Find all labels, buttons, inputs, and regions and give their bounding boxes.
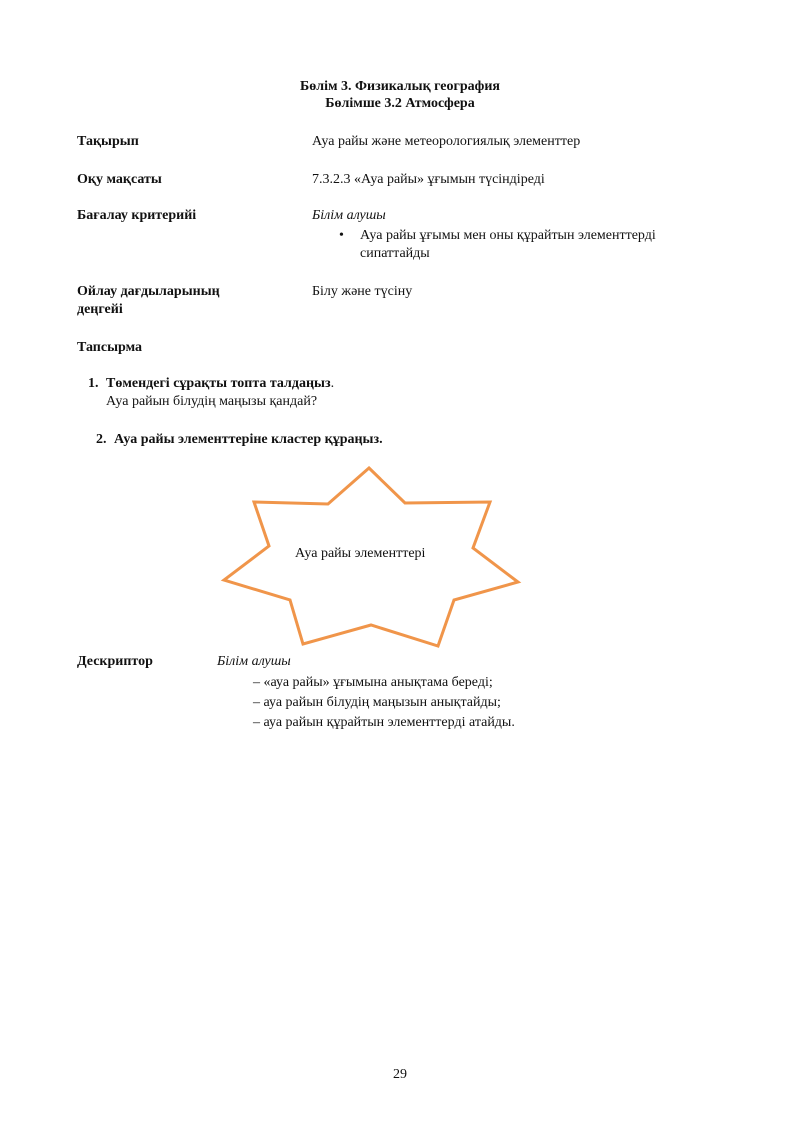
descriptor-item: – ауа райын құрайтын элементтерді атайды.	[253, 715, 515, 730]
section-title: Бөлім 3. Физикалық география	[299, 79, 500, 94]
skills-value: Білу және түсіну	[312, 284, 413, 299]
skills-label-line1: Ойлау дағдыларының	[77, 284, 220, 299]
criteria-intro: Білім алушы	[312, 208, 386, 223]
question-1-text: Төмендегі сұрақты топта талдаңыз	[106, 376, 331, 391]
task-heading: Тапсырма	[77, 340, 143, 355]
descriptor-item: – ауа райын білудің маңызын анықтайды;	[253, 695, 501, 710]
criteria-label: Бағалау критерийі	[77, 208, 197, 223]
topic-value: Ауа райы және метеорологиялық элементтер	[312, 134, 581, 149]
criteria-bullet-line1: Ауа райы ұғымы мен оны құрайтын элементтерді	[360, 228, 656, 243]
criteria-bullet-line2: сипаттайды	[360, 246, 430, 261]
objective-label: Оқу мақсаты	[77, 172, 162, 187]
question-1-number: 1.	[88, 376, 99, 391]
star-label: Ауа райы элементтері	[295, 546, 426, 561]
descriptor-label: Дескриптор	[77, 654, 153, 669]
page-number: 29	[393, 1067, 407, 1082]
question-1-period: .	[330, 376, 335, 391]
subsection-title: Бөлімше 3.2 Атмосфера	[325, 96, 475, 111]
question-2-text: Ауа райы элементтеріне кластер құраңыз.	[114, 432, 383, 447]
criteria-bullet: •	[339, 228, 344, 243]
descriptor-item: – «ауа райы» ұғымына анықтама береді;	[253, 675, 493, 690]
objective-value: 7.3.2.3 «Ауа райы» ұғымын түсіндіреді	[312, 172, 545, 187]
question-1-sub: Ауа райын білудің маңызы қандай?	[106, 394, 318, 409]
skills-label-line2: деңгейі	[77, 302, 123, 317]
question-2-number: 2.	[96, 432, 107, 447]
question-1	[106, 376, 334, 392]
topic-label: Тақырып	[77, 134, 139, 149]
descriptor-intro: Білім алушы	[217, 654, 291, 669]
